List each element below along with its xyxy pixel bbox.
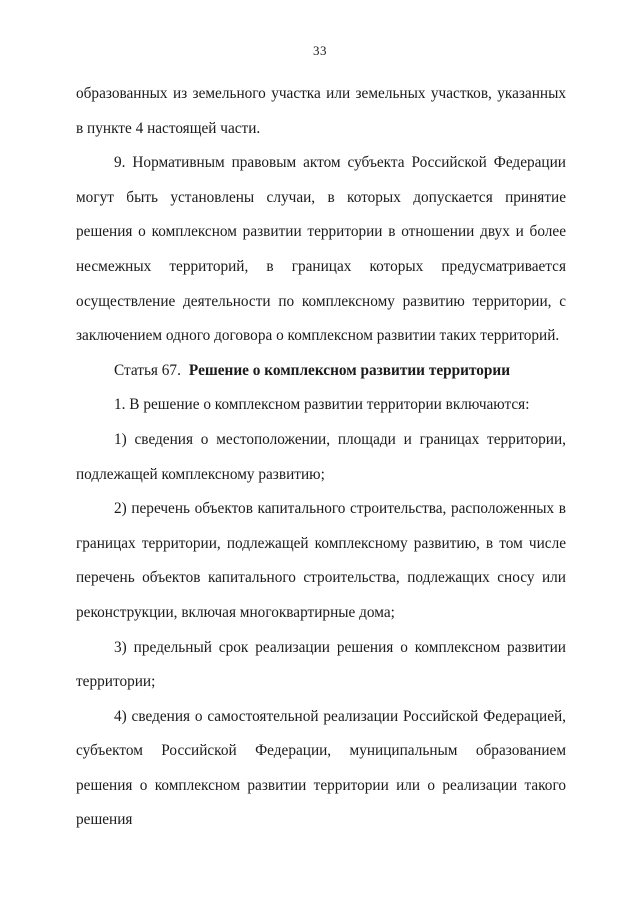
article-subitem-3: 3) предельный срок реализации решения о комплексном развитии территории; <box>76 638 566 691</box>
paragraph-continuation: образованных из земельного участка или земельных участков, указанных в пункте 4 настоящей части. <box>76 85 566 137</box>
article-label: Статья 67. <box>114 361 181 379</box>
article-title: Решение о комплексном развитии территории <box>188 361 511 379</box>
paragraph-item-9: 9. Нормативным правовым актом субъекта Российской Федерации могут быть установлены случаи, в которых допускается принятие решения о комплексном развитии территории в отношении двух и более несмежных территорий, в границах которых предусматривается осуществление деятельности по комплексному развитию территории, с заключением одного договора о комплексном развитии таких территорий. <box>76 154 566 345</box>
article-subitem-1: 1) сведения о местоположении, площади и границах территории, подлежащей комплексному развитию; <box>76 430 566 483</box>
article-paragraph-1: 1. В решение о комплексном развитии территории включаются: <box>114 396 530 414</box>
document-body <box>76 77 566 838</box>
page-number: 33 <box>313 43 327 58</box>
article-heading <box>76 354 566 389</box>
article-subitem-2: 2) перечень объектов капитального строительства, расположенных в границах территории, подлежащей комплексному развитию, в том числе перечень объектов капитального строительства, подлежащих сносу или реконструкции, включая многоквартирные дома; <box>76 500 566 621</box>
article-subitem-4: 4) сведения о самостоятельной реализации Российской Федерацией, субъектом Российской Федерации, муниципальным образованием решения о комплексном развитии территории или о реализации такого решения <box>76 707 566 829</box>
